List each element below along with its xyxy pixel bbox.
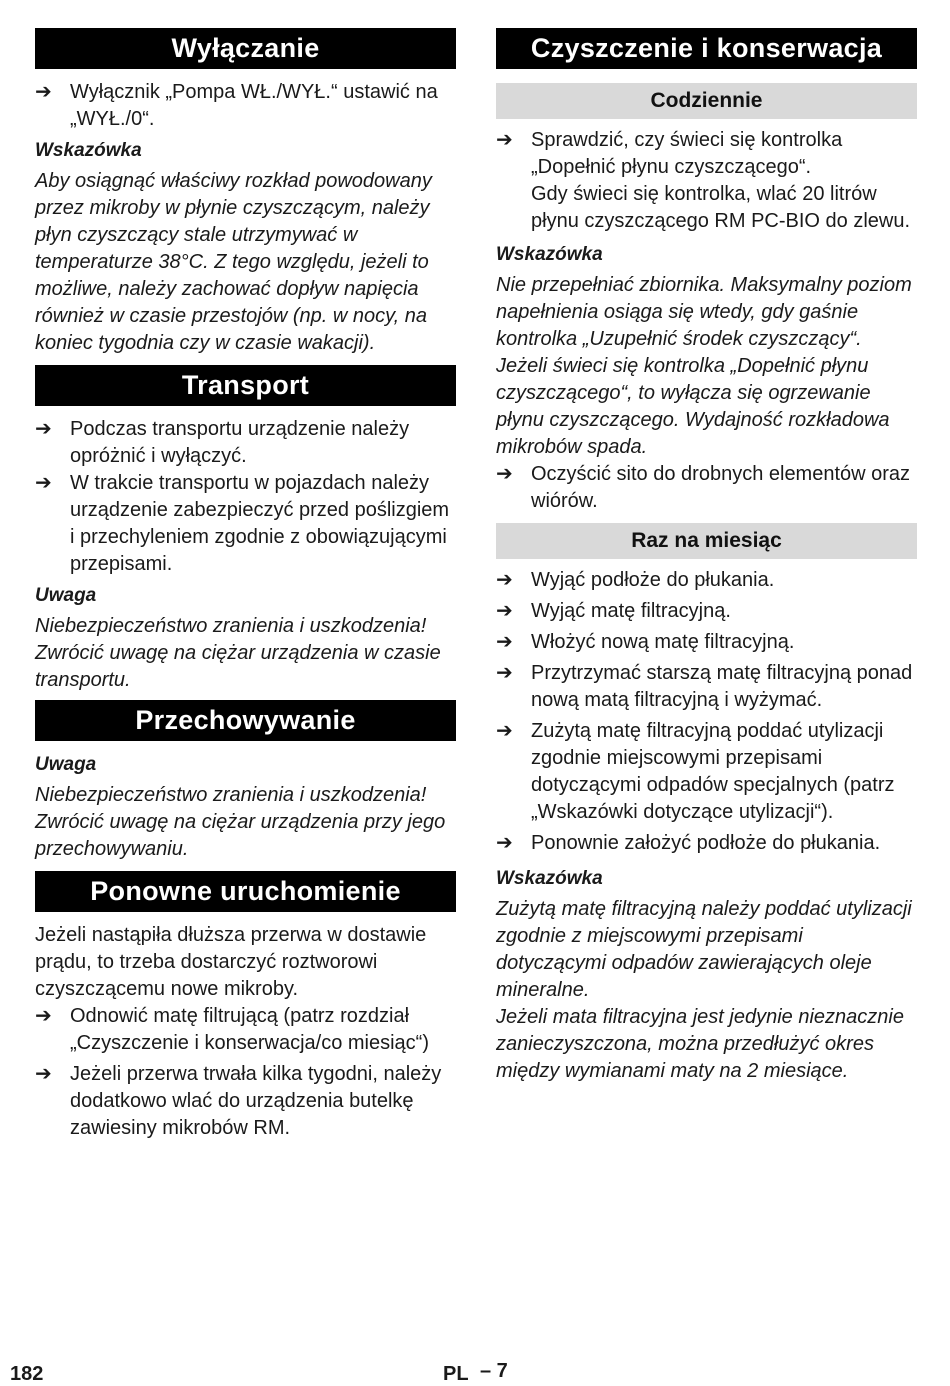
- list-item-text: W trakcie transportu w pojazdach należy urządzenie zabezpieczyć przed poślizgiem i przechyleniem zgodnie z obowiązującymi przepisami.: [70, 472, 450, 575]
- intro-paragraph: Jeżeli nastąpiła dłuższa przerwa w dostawie prądu, to trzeba dostarczyć roztworowi czyszczącemu nowe mikroby.: [35, 924, 427, 1000]
- arrow-right-icon: ➔: [496, 720, 513, 742]
- section-heading-wylaczanie: Wyłączanie: [35, 28, 456, 69]
- arrow-right-icon: ➔: [35, 418, 52, 440]
- list-item: [496, 660, 917, 714]
- note-text: Nie przepełniać zbiornika. Maksymalny poziom napełnienia osiąga się wtedy, gdy gaśnie kontrolka „Uzupełnić środek czyszczący“.: [496, 274, 912, 350]
- list-item-text: Wyłącznik „Pompa WŁ./WYŁ.“ ustawić na „WYŁ./0“.: [70, 81, 438, 130]
- list-item: [496, 461, 917, 515]
- section-heading-ponowne-uruchomienie: Ponowne uruchomienie: [35, 871, 456, 912]
- arrow-right-icon: ➔: [496, 129, 513, 151]
- list-item-text: Zużytą matę filtracyjną poddać utylizacji zgodnie miejscowymi przepisami dotyczącymi odpadów specjalnych (patrz „Wskazówki dotyczące utylizacji“).: [531, 720, 895, 823]
- arrow-right-icon: ➔: [35, 1063, 52, 1085]
- list-item: [496, 598, 917, 625]
- list-item-text: Jeżeli przerwa trwała kilka tygodni, należy dodatkowo wlać do urządzenia butelkę zawiesiny mikrobów RM.: [70, 1063, 442, 1139]
- note-text: Jeżeli mata filtracyjna jest jedynie nieznacznie zanieczyszczona, można przedłużyć okres między wymianami maty na 2 miesiące.: [496, 1006, 904, 1082]
- list-item-text: Sprawdzić, czy świeci się kontrolka „Dopełnić płynu czyszczącego“.: [531, 129, 843, 178]
- note-label: Wskazówka: [496, 868, 603, 889]
- list-item-text: Włożyć nową matę filtracyjną.: [531, 631, 795, 653]
- arrow-right-icon: ➔: [35, 472, 52, 494]
- list-item-text: Odnowić matę filtrującą (patrz rozdział „Czyszczenie i konserwacja/co miesiąc“): [70, 1005, 429, 1054]
- subsection-heading-raz-na-miesiac: Raz na miesiąc: [496, 523, 917, 559]
- section-heading-przechowywanie: Przechowywanie: [35, 700, 456, 741]
- subsection-heading-codziennie: Codziennie: [496, 83, 917, 119]
- list-item-text: Oczyścić sito do drobnych elementów oraz wiórów.: [531, 463, 911, 512]
- arrow-right-icon: ➔: [496, 631, 513, 653]
- list-item: [35, 470, 456, 578]
- warning-label: Uwaga: [35, 585, 97, 606]
- page-number: 182: [10, 1363, 44, 1385]
- list-item: [496, 567, 917, 594]
- list-item: [496, 127, 917, 181]
- list-item-continuation: Gdy świeci się kontrolka, wlać 20 litrów płynu czyszczącego RM PC-BIO do zlewu.: [531, 183, 911, 232]
- section-heading-czyszczenie: Czyszczenie i konserwacja: [496, 28, 917, 69]
- warning-text: Niebezpieczeństwo zranienia i uszkodzenia! Zwrócić uwagę na ciężar urządzenia przy jego przechowywaniu.: [35, 784, 446, 860]
- arrow-right-icon: ➔: [496, 832, 513, 854]
- arrow-right-icon: ➔: [496, 662, 513, 684]
- list-item: [35, 79, 456, 133]
- arrow-right-icon: ➔: [496, 569, 513, 591]
- note-label: Wskazówka: [496, 244, 603, 265]
- left-column: [35, 28, 456, 1142]
- note-text: Aby osiągnąć właściwy rozkład powodowany przez mikroby w płynie czyszczącym, należy płyn czyszczący stale utrzymywać w temperaturze 38°C. Z tego względu, jeżeli to możliwe, należy zachować dopływ napięcia również w czasie przestojów (np. w nocy, na koniec tygodnia czy w czasie wakacji).: [35, 170, 432, 354]
- list-item: [35, 416, 456, 470]
- note-label: Wskazówka: [35, 140, 142, 161]
- language-code: PL: [443, 1363, 469, 1385]
- warning-label: Uwaga: [35, 754, 97, 775]
- warning-text: Niebezpieczeństwo zranienia i uszkodzenia! Zwrócić uwagę na ciężar urządzenia w czasie transportu.: [35, 615, 441, 691]
- list-item: [496, 830, 917, 857]
- section-page-number: – 7: [480, 1360, 508, 1382]
- list-item: [496, 629, 917, 656]
- arrow-right-icon: ➔: [496, 463, 513, 485]
- list-item-text: Wyjąć matę filtracyjną.: [531, 600, 731, 622]
- list-item: [496, 718, 917, 826]
- right-column: [496, 28, 917, 1085]
- list-item-text: Przytrzymać starszą matę filtracyjną ponad nową matą filtracyjną i wyżymać.: [531, 662, 913, 711]
- list-item-text: Ponownie założyć podłoże do płukania.: [531, 832, 881, 854]
- section-heading-transport: Transport: [35, 365, 456, 406]
- arrow-right-icon: ➔: [35, 1005, 52, 1027]
- list-item: [35, 1061, 456, 1142]
- note-text: Jeżeli świeci się kontrolka „Dopełnić płynu czyszczącego“, to wyłącza się ogrzewanie płynu czyszczącego. Wydajność rozkładowa mikrobów spada.: [496, 355, 890, 458]
- arrow-right-icon: ➔: [35, 81, 52, 103]
- list-item: [35, 1003, 456, 1057]
- arrow-right-icon: ➔: [496, 600, 513, 622]
- note-text: Zużytą matę filtracyjną należy poddać utylizacji zgodnie z miejscowymi przepisami dotyczącymi odpadów zawierających oleje mineralne.: [496, 898, 912, 1001]
- list-item-text: Wyjąć podłoże do płukania.: [531, 569, 775, 591]
- list-item-text: Podczas transportu urządzenie należy opróżnić i wyłączyć.: [70, 418, 410, 467]
